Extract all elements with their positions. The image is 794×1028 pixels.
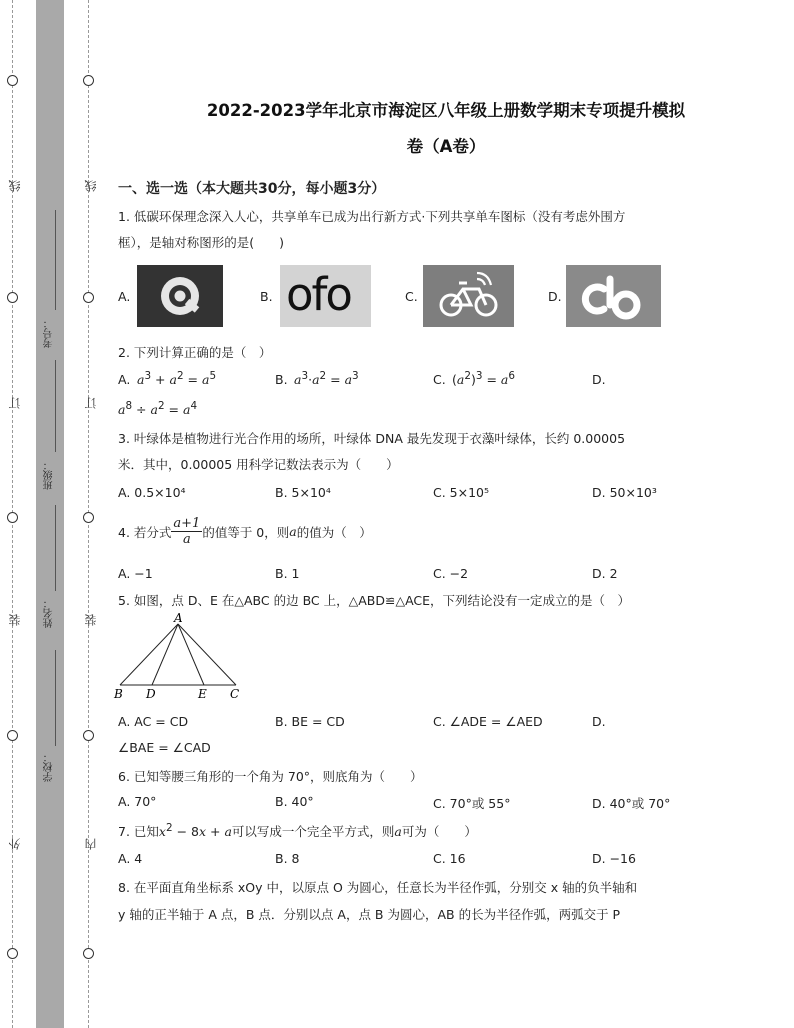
name-field[interactable] bbox=[55, 505, 56, 591]
question-4-suffix: 的值等于 0，则 bbox=[202, 524, 290, 540]
option-b: B. 1 bbox=[275, 566, 300, 581]
hole-circle bbox=[7, 512, 18, 523]
option-a: A. 4 bbox=[118, 851, 143, 866]
binding-margin bbox=[0, 0, 100, 1028]
option-label: A. bbox=[118, 289, 131, 304]
option-c: C. 5×10⁵ bbox=[433, 485, 490, 500]
quadratic-expression: $x^2 - 8x + a$ bbox=[158, 822, 232, 840]
hole-circle bbox=[7, 292, 18, 303]
question-5-text: 5. 如图，点 D、E 在△ABC 的边 BC 上，△ABD≌△ACE，下列结论没有一定成立的是（ ） bbox=[118, 593, 631, 608]
question-4-suffix2: 的值为（ ） bbox=[296, 524, 372, 540]
option-b: B. 8 bbox=[275, 851, 300, 866]
margin-char: 装 bbox=[84, 614, 98, 626]
margin-char: 装 bbox=[8, 614, 22, 626]
question-7-suffix2: 可为（ ） bbox=[401, 824, 477, 840]
option-b: B. 5×10⁴ bbox=[275, 485, 331, 500]
hole-circle bbox=[83, 948, 94, 959]
option-label: C. bbox=[405, 289, 418, 304]
option-a: A. 70° bbox=[118, 794, 157, 809]
option-label: B. bbox=[260, 289, 273, 304]
point-label-e: E bbox=[198, 687, 207, 701]
hole-circle bbox=[83, 292, 94, 303]
option-a-formula: $a^3 + a^2 = a^5$ bbox=[137, 370, 217, 388]
ofo-logo bbox=[280, 265, 371, 327]
option-d-content: ∠BAE = ∠CAD bbox=[118, 740, 211, 755]
q-ring-logo-icon bbox=[137, 265, 223, 327]
option-label: D. bbox=[592, 372, 606, 387]
point-label-a: A bbox=[174, 611, 183, 625]
page-title-line2: 卷（A卷） bbox=[406, 137, 486, 156]
question-7-text bbox=[118, 822, 477, 840]
option-d: D. 2 bbox=[592, 566, 618, 581]
option-d: D. bbox=[592, 714, 606, 729]
fraction bbox=[171, 516, 202, 547]
hole-circle bbox=[7, 730, 18, 741]
school-field[interactable] bbox=[55, 650, 56, 746]
option-label: B. bbox=[275, 372, 288, 387]
margin-char: 订 bbox=[8, 397, 22, 409]
option-a: A. −1 bbox=[118, 566, 153, 581]
option-c: C. −2 bbox=[433, 566, 469, 581]
question-7-suffix: 可以写成一个完全平方式，则 bbox=[231, 824, 395, 840]
option-a: A. AC = CD bbox=[118, 714, 189, 729]
margin-char: 内 bbox=[84, 838, 98, 850]
question-3-text: 米．其中，0.00005 用科学记数法表示为（ ） bbox=[118, 457, 399, 472]
triangle-figure bbox=[112, 610, 252, 702]
question-7-prefix: 7. 已知 bbox=[118, 824, 159, 840]
point-label-d: D bbox=[146, 687, 156, 701]
option-label: C. bbox=[433, 372, 446, 387]
hole-circle bbox=[83, 75, 94, 86]
option-d-formula: $a^8 \div a^2 = a^4$ bbox=[118, 400, 198, 418]
hole-circle bbox=[7, 75, 18, 86]
class-field[interactable] bbox=[55, 360, 56, 452]
hole-circle bbox=[7, 948, 18, 959]
option-a: A. 0.5×10⁴ bbox=[118, 485, 186, 500]
option-c: C. ∠ADE = ∠AED bbox=[433, 714, 543, 729]
question-1-text: 框），是轴对称图形的是( ) bbox=[118, 235, 285, 250]
exam-number-field[interactable] bbox=[55, 210, 56, 310]
margin-char: 外 bbox=[8, 838, 22, 850]
option-d: D. 40°或 70° bbox=[592, 796, 671, 811]
hellobike-logo-icon bbox=[566, 265, 661, 327]
point-label-b: B bbox=[114, 687, 123, 701]
option-d: D. 50×10³ bbox=[592, 485, 657, 500]
point-label-c: C bbox=[230, 687, 240, 701]
option-b: B. 40° bbox=[275, 794, 314, 809]
margin-char: 线 bbox=[84, 180, 98, 192]
ofo-logo-text: ofo bbox=[286, 268, 351, 321]
hole-circle bbox=[83, 730, 94, 741]
section-heading: 一、选一选（本大题共30分，每小题3分） bbox=[118, 181, 386, 197]
option-b-formula: $a^3\cdot a^2 = a^3$ bbox=[294, 370, 359, 388]
page-title: 2022-2023学年北京市海淀区八年级上册数学期末专项提升模拟 bbox=[206, 101, 686, 120]
fraction-denominator: a bbox=[182, 532, 191, 547]
option-label: A. bbox=[118, 372, 131, 387]
option-d: D. −16 bbox=[592, 851, 636, 866]
variable: a bbox=[289, 524, 297, 539]
question-8-text: 8. 在平面直角坐标系 xOy 中，以原点 O 为圆心，任意长为半径作弧，分别交 x 轴的负半轴和 bbox=[118, 880, 638, 895]
option-label: D. bbox=[548, 289, 562, 304]
hole-circle bbox=[83, 512, 94, 523]
option-c: C. 16 bbox=[433, 851, 466, 866]
question-6-text: 6. 已知等腰三角形的一个角为 70°，则底角为（ ） bbox=[118, 769, 423, 784]
option-b: B. BE = CD bbox=[275, 714, 345, 729]
class-label: 班级： bbox=[44, 460, 55, 490]
question-3-text: 3. 叶绿体是植物进行光合作用的场所，叶绿体 DNA 最先发现于衣藻叶绿体，长约 0.00005 bbox=[118, 431, 626, 446]
question-1-text: 1. 低碳环保理念深入人心，共享单车已成为出行新方式·下列共享单车图标（没有考虑外围方 bbox=[118, 209, 626, 224]
question-2-text: 2. 下列计算正确的是（ ） bbox=[118, 345, 272, 360]
question-4-prefix: 4. 若分式 bbox=[118, 524, 172, 540]
fraction-numerator: a+1 bbox=[173, 516, 201, 531]
binding-band bbox=[36, 0, 64, 1028]
variable: a bbox=[394, 824, 402, 840]
name-label: 姓名： bbox=[44, 598, 55, 628]
question-4-text bbox=[118, 516, 372, 547]
margin-char: 线 bbox=[8, 180, 22, 192]
question-8-text: y 轴的正半轴于 A 点，B 点．分别以点 A，点 B 为圆心，AB 的长为半径作弧，两弧交于 P bbox=[118, 907, 621, 922]
option-c-formula: $(a^2)^3 = a^6$ bbox=[452, 370, 515, 388]
bicycle-wifi-icon bbox=[423, 265, 514, 327]
margin-char: 订 bbox=[84, 397, 98, 409]
exam-number-label: 考号： bbox=[44, 318, 55, 348]
school-label: 学校： bbox=[44, 752, 55, 782]
option-c: C. 70°或 55° bbox=[433, 796, 511, 811]
